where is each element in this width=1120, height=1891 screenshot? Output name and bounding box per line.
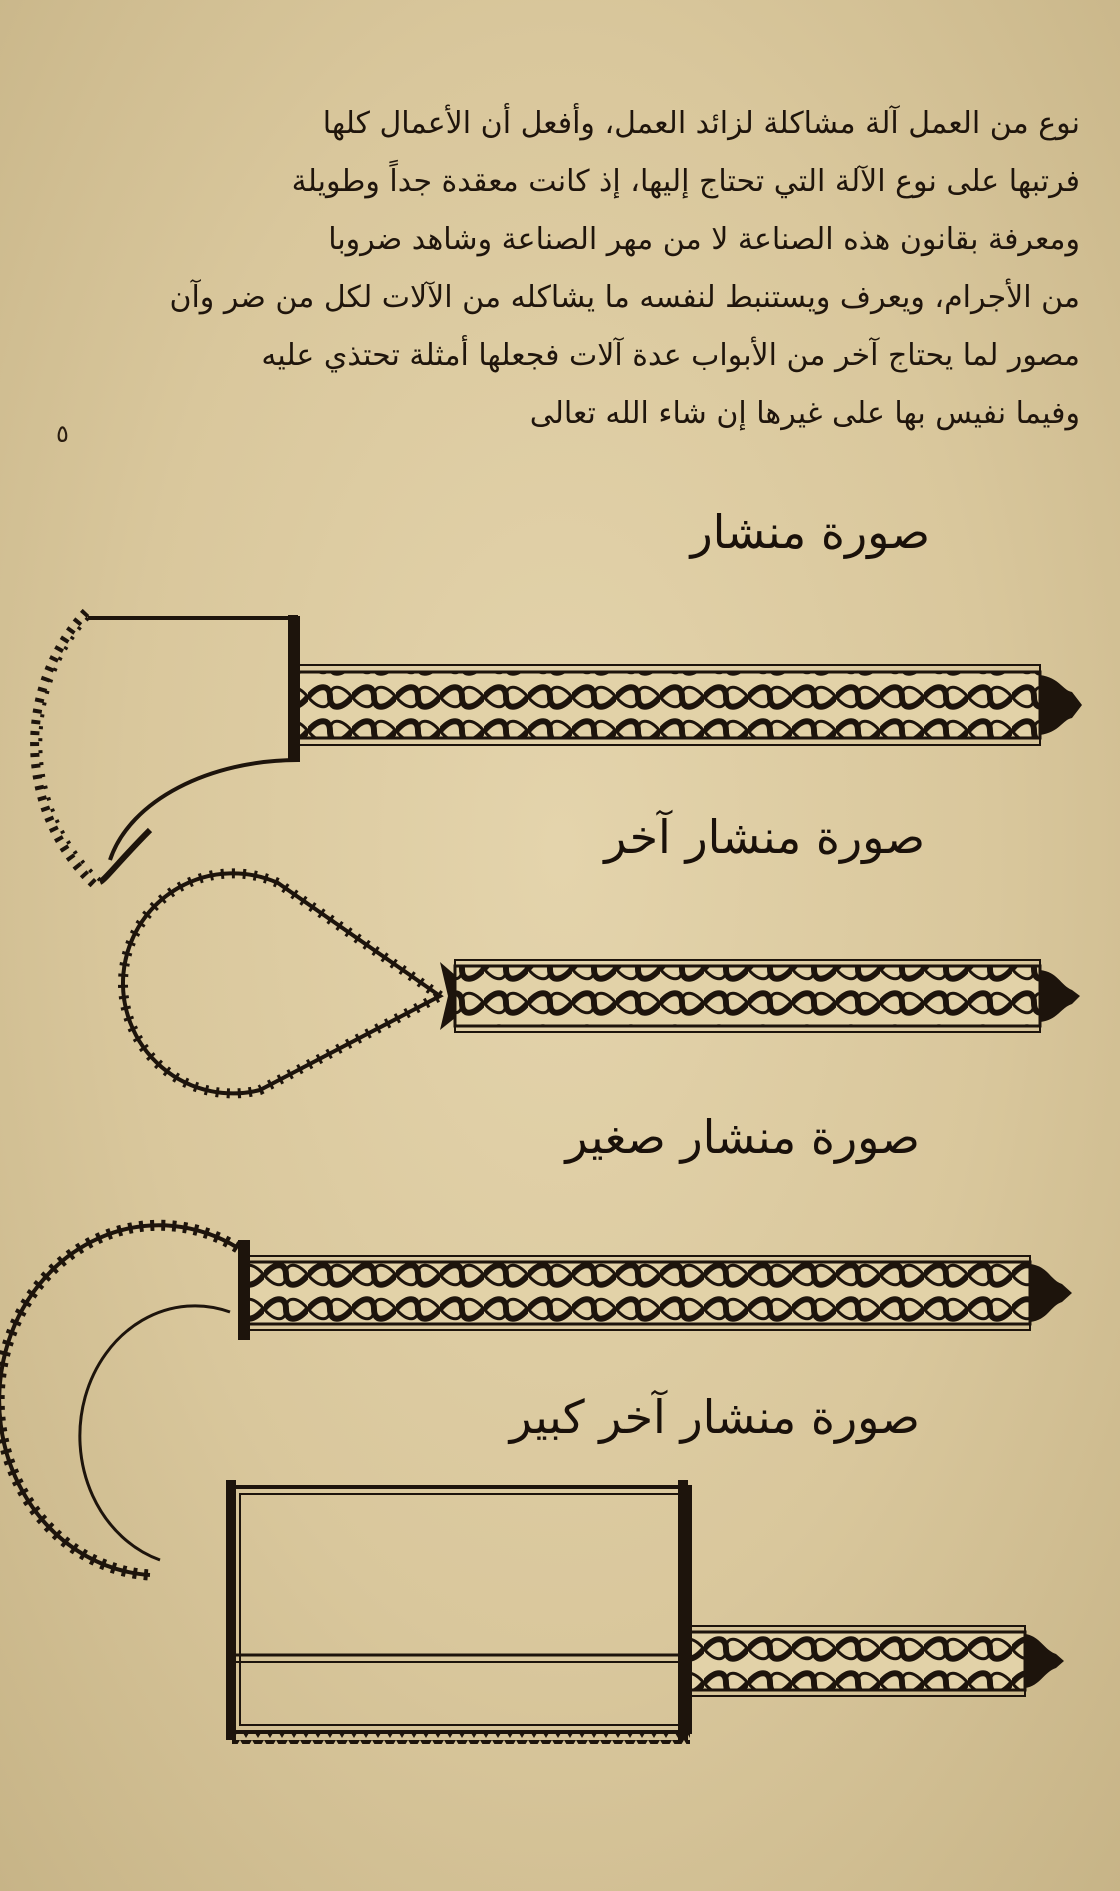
saw-2 — [123, 873, 1080, 1093]
saw-1-handle — [298, 665, 1082, 745]
caption-saw-3: صورة منشار صغير — [565, 1110, 920, 1164]
saw-3-handle — [238, 1240, 1072, 1340]
text-line: نوع من العمل آلة مشاكلة لزائد العمل، وأفعل أن الأعمال كلها — [322, 106, 1080, 141]
saw-3-blade — [0, 1225, 238, 1575]
saw-3 — [0, 1225, 1072, 1575]
text-line: وفيما نفيس بها على غيرها إن شاء الله تعالى — [529, 396, 1080, 431]
saw-2-handle — [440, 960, 1080, 1032]
saw-2-blade — [123, 873, 440, 1093]
text-line: من الأجرام، ويعرف ويستنبط لنفسه ما يشاكله من الآلات لكل من ضر وآن — [169, 280, 1080, 315]
text-line: مصور لما يحتاج آخر من الأبواب عدة آلات فجعلها أمثلة تحتذي عليه — [261, 338, 1080, 373]
saw-4-handle — [690, 1626, 1064, 1696]
text-line: ومعرفة بقانون هذه الصناعة لا من مهر الصناعة وشاهد ضروبا — [328, 222, 1080, 257]
saw-1 — [35, 612, 1082, 888]
saw-1-blade — [35, 612, 298, 888]
caption-saw-2: صورة منشار آخر — [604, 810, 925, 864]
saw-4 — [226, 1480, 1064, 1744]
caption-saw-1: صورة منشار — [690, 505, 930, 559]
text-line: فرتبها على نوع الآلة التي تحتاج إليها، إذ كانت معقدة جداً وطويلة — [291, 164, 1080, 199]
saw-4-frame — [226, 1480, 690, 1744]
page-mark: ٥ — [56, 420, 69, 448]
caption-saw-4: صورة منشار آخر كبير — [509, 1390, 920, 1444]
